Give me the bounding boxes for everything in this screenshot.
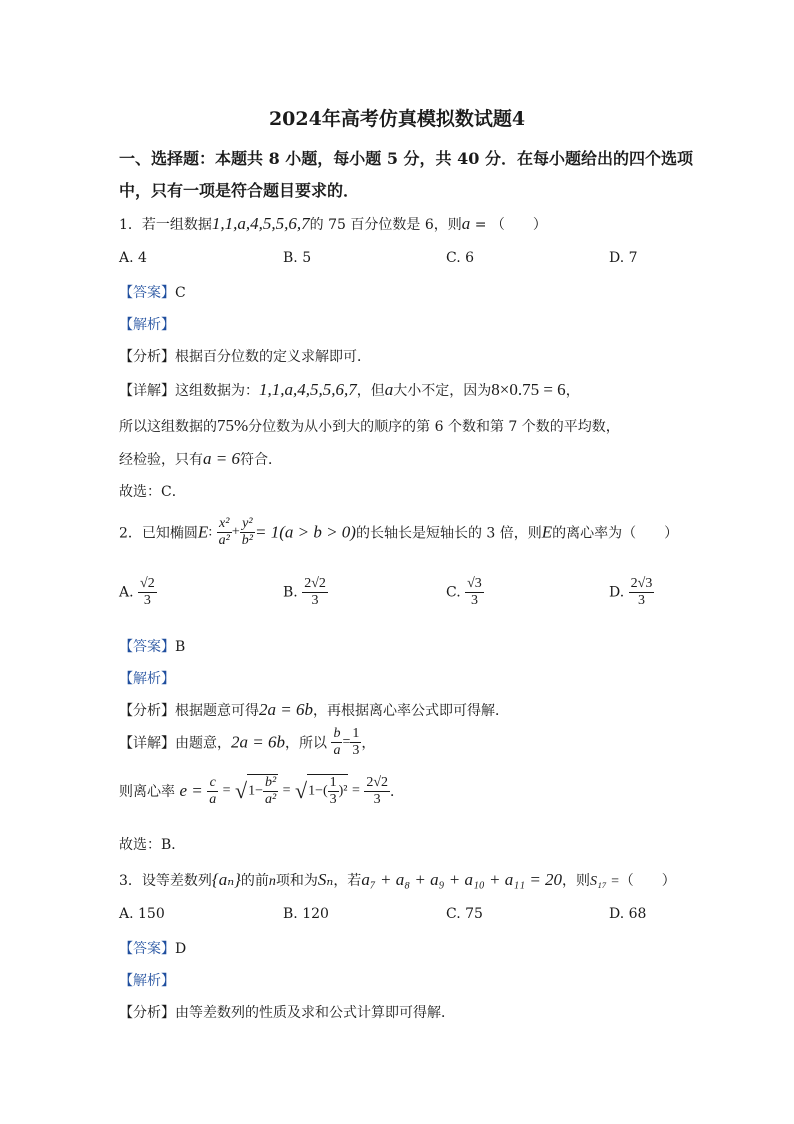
q3-Sn: Sₙ [317, 870, 334, 889]
q3-seq: {aₙ} [211, 870, 241, 889]
q1-option-c: C. 6 [446, 250, 475, 266]
q1-option-d: D. 7 [609, 250, 638, 266]
q3-option-c: C. 75 [446, 906, 483, 922]
q1-detail-b: ，但 [356, 383, 385, 399]
q1-detail-c: 大小不定，因为 [393, 383, 492, 399]
q3-answer [119, 938, 186, 958]
q1-var: a [461, 214, 471, 233]
q2-result-e: e = [179, 781, 203, 801]
q3-fenxi-text: 由等差数列的性质及求和公式计算即可得解． [175, 1005, 455, 1021]
q2-answer-value: B [175, 639, 186, 655]
q2-result-sqrt2-body: 1−( $\frac{1}{3}$ )² [308, 775, 348, 808]
q2-result-eq1: = [222, 783, 231, 799]
fenxi-tag: 【分析】 [119, 349, 175, 365]
q3-answer-value: D [175, 941, 187, 957]
q3-analysis-tag [119, 970, 175, 990]
q3-stem-d: ，若 [333, 873, 362, 889]
q2-stem [119, 516, 678, 556]
q1-stem-text-b: 的 75 百分位数是 6，则 [309, 217, 462, 233]
analysis-tag: 【解析】 [119, 671, 175, 687]
q2-opt-b-frac: $\frac{2√2}{3}$ [304, 576, 326, 609]
q2-conclusion: 故选：B． [119, 837, 186, 853]
analysis-tag: 【解析】 [119, 317, 175, 333]
q2-result-eq3: = [351, 783, 360, 799]
q3-stem-a: 3．设等差数列 [119, 873, 212, 889]
q1-line2-b: 分位数为从小到大的顺序的第 6 个数和第 7 个数的平均数， [248, 419, 620, 435]
section-heading-line-2: 中，只有一项是符合题目要求的． [119, 181, 360, 200]
q2-result-sqrt1-body: 1− $\frac{\text{b²}}{\text{a²}}$ [248, 775, 277, 808]
q3-fenxi [119, 1002, 455, 1022]
q1-analysis-tag [119, 314, 175, 334]
q2-result-sqrt2: √ [295, 778, 308, 804]
q3-stem-e: ，则 [562, 873, 591, 889]
q1-fenxi [119, 346, 371, 366]
answer-tag: 【答案】 [119, 639, 175, 655]
q1-detail-expr: 8×0.75 = 6 [491, 380, 566, 399]
q2-colon: : [208, 524, 213, 540]
q2-frac-x: $\frac{\text{x²}}{\text{a²}}$ [218, 516, 230, 549]
q2-detail-expr: 2a = 6b [231, 732, 285, 752]
q1-detail-data: 1,1,a,4,5,5,6,7 [259, 380, 357, 399]
q2-E-2: E [541, 522, 553, 542]
q1-answer-value: C [175, 285, 186, 301]
q2-stem-b: 的长轴长是短轴长的 3 倍，则 [355, 525, 542, 542]
q2-opt-d-label: D. [609, 584, 625, 601]
answer-tag: 【答案】 [119, 941, 175, 957]
q2-fenxi [119, 700, 509, 720]
q2-result-period: ． [390, 784, 404, 801]
answer-tag: 【答案】 [119, 285, 175, 301]
q1-option-b: B. 5 [283, 250, 312, 266]
section-heading-line-1: 一、选择题：本题共 8 小题，每小题 5 分，共 40 分．在每小题给出的四个选项 [119, 149, 693, 168]
q2-analysis-tag [119, 668, 175, 688]
q2-fenxi-expr: 2a = 6b [259, 700, 313, 719]
q1-stem-text-c: = （ ） [470, 217, 547, 233]
q2-stem-a: 2．已知椭圆 [119, 525, 198, 542]
q3-stem-f: （ ） [619, 873, 676, 889]
q3-eq: a₇ + a₈ + a₉ + a₁₀ + a₁₁ = 20 [361, 870, 563, 889]
q3-stem-b: 的前 [240, 873, 269, 889]
detail-tag: 【详解】 [119, 383, 175, 399]
q2-opt-c-label: C. [446, 584, 461, 601]
q1-detail-a: 这组数据为： [175, 383, 259, 399]
q3-S17: S₁₇ = [590, 874, 620, 889]
q1-conclusion: 故选：C． [119, 484, 186, 500]
q2-result [119, 774, 404, 820]
q2-option-d [609, 576, 654, 609]
q2-plus: + [231, 524, 240, 540]
q2-fenxi-b: ，再根据离心率公式即可得解． [312, 703, 509, 719]
detail-tag: 【详解】 [119, 735, 175, 752]
q2-frac-y: $\frac{\text{y²}}{\text{b²}}$ [241, 516, 253, 549]
q1-option-a: A. 4 [119, 250, 147, 266]
q2-eq-rhs: = 1(a > b > 0) [254, 522, 356, 542]
q2-detail-b: ，所以 [284, 735, 327, 752]
q2-option-b [283, 576, 328, 609]
fenxi-tag: 【分析】 [119, 1005, 175, 1021]
q1-line3-expr: a = 6 [203, 449, 240, 468]
q2-opt-d-frac: $\frac{2√3}{3}$ [630, 576, 653, 609]
q2-option-a [119, 576, 157, 609]
q2-detail [119, 726, 375, 766]
q1-stem [119, 214, 547, 234]
q2-detail-comma: ， [361, 735, 376, 752]
q2-result-sqrt1: √ [235, 778, 248, 804]
q2-result-lead: 则离心率 [119, 784, 175, 801]
q1-answer [119, 282, 186, 302]
q1-stem-text-a: 1．若一组数据 [119, 217, 212, 233]
q1-line3-b: 符合． [239, 452, 282, 468]
q2-opt-c-frac: $\frac{√3}{3}$ [467, 576, 482, 609]
q2-opt-a-label: A. [119, 584, 134, 601]
q2-opt-b-label: B. [283, 584, 298, 601]
q1-line3-a: 经检验，只有 [119, 452, 203, 468]
q1-line2-pct: 75% [217, 416, 249, 435]
q2-opt-a-frac: $\frac{√2}{3}$ [140, 576, 155, 609]
q2-option-c [446, 576, 484, 609]
q1-detail-line-2 [119, 416, 620, 436]
q3-option-a: A. 150 [119, 906, 165, 922]
q2-answer [119, 636, 185, 656]
q2-stem-c: 的离心率为（ ） [552, 525, 679, 542]
q1-data: 1,1,a,4,5,5,6,7 [211, 214, 310, 233]
q1-detail-d: ， [565, 383, 580, 399]
q2-result-frac: $\frac{2√2}{3}$ [366, 774, 388, 807]
q2-detail-frac-ba: $\frac{b}{a}$ [333, 726, 341, 759]
q1-line2-a: 所以这组数据的 [119, 419, 217, 435]
q3-option-b: B. 120 [283, 906, 329, 922]
q1-fenxi-text: 根据百分位数的定义求解即可． [175, 349, 371, 365]
q2-result-frac-ca: $\frac{c}{a}$ [209, 774, 217, 807]
analysis-tag: 【解析】 [119, 973, 175, 989]
q2-fenxi-a: 根据题意可得 [175, 703, 259, 719]
q2-detail-eq: = [342, 734, 351, 750]
q3-n: n [268, 874, 276, 889]
q3-option-d: D. 68 [609, 906, 647, 922]
q2-detail-a: 由题意， [175, 735, 231, 752]
q1-detail-line-3 [119, 449, 282, 469]
q1-detail [119, 380, 580, 400]
q2-result-eq2: = [282, 783, 291, 799]
q2-detail-frac-13: $\frac{1}{3}$ [352, 726, 360, 759]
q3-stem [119, 870, 676, 890]
fenxi-tag: 【分析】 [119, 703, 175, 719]
q3-stem-c: 项和为 [275, 873, 318, 889]
q2-E: E [197, 522, 209, 542]
q1-detail-var: a [384, 380, 394, 399]
page-title: 2024年高考仿真模拟数试题4 [268, 108, 526, 130]
